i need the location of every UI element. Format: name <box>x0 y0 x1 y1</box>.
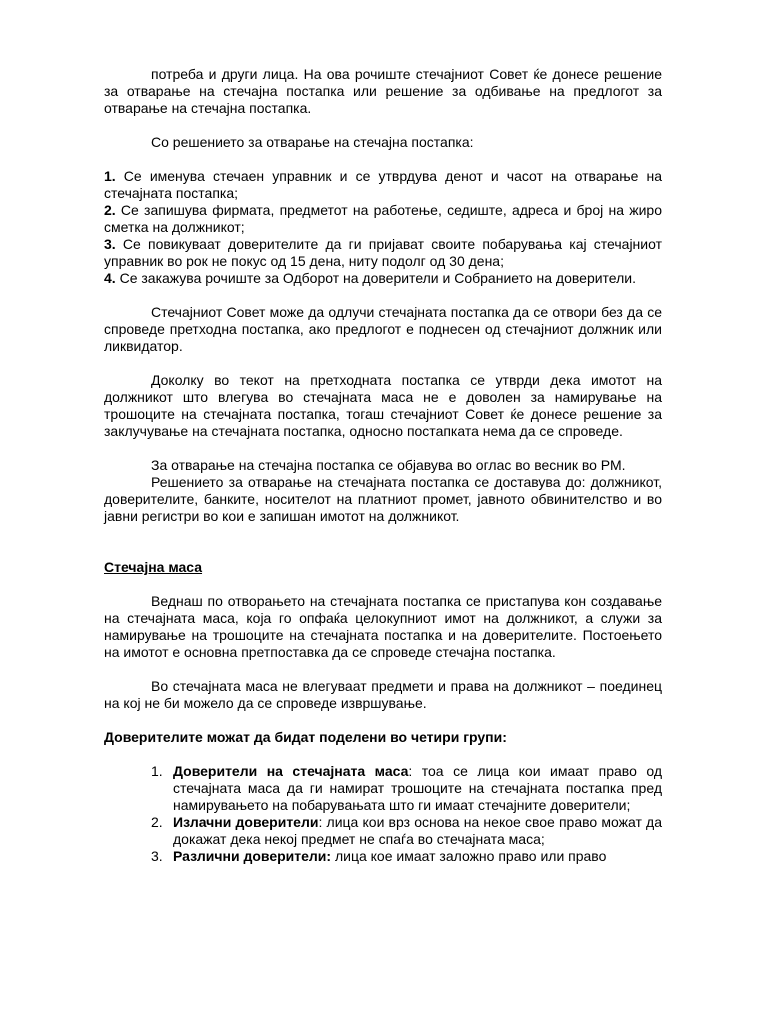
list-item-term: Доверители на стечајната маса <box>173 763 409 779</box>
paragraph-estate-exclusions: Во стечајната маса не влегуваат предмети и права на должникот – поединец на кој не би можело да се спроведе извршување. <box>104 678 662 711</box>
paragraph-estate-creation: Веднаш по отворањето на стечајната постапка се пристапува кон создавање на стечајната маса, која го опфаќа целокупниот имот на должникот, а служи за намирување на трошоците на стечајната постапка и на доверителите. Постоењето на имотот е основна претпоставка да се спроведе стечајна постапка. <box>104 593 662 660</box>
list-item-number: 3. <box>151 848 163 864</box>
decision-item-text: Се запишува фирмата, предметот на работење, седиште, адреса и број на жиро сметка на должникот; <box>104 202 662 235</box>
decision-item-number: 2. <box>104 202 116 218</box>
list-item-text: лица кое имаат заложно право или право <box>331 848 607 864</box>
list-item <box>104 763 662 814</box>
decision-item <box>104 168 662 202</box>
creditor-groups-list <box>104 763 662 865</box>
paragraph-hearing-decision: потреба и други лица. На ова рочиште стечајниот Совет ќе донесе решение за отварање на стечајна постапка или решение за одбивање на предлогот за отварање на стечајна постапка. <box>104 66 662 116</box>
paragraph-decision-intro: Со решението за отварање на стечајна постапка: <box>151 134 474 150</box>
creditor-groups-title: Доверителите можат да бидат поделени во четири групи: <box>104 729 507 745</box>
list-item-text: : лица кои врз основа на некое свое право можат да докажат дека некој предмет не спаѓа во стечајната маса; <box>173 814 662 847</box>
section-heading: Стечајна маса <box>104 559 203 575</box>
decision-item-number: 1. <box>104 168 116 184</box>
list-item-number: 2. <box>151 814 163 830</box>
paragraph-insufficient-assets: Доколку во текот на претходната постапка се утврди дека имотот на должникот што влегува во стечајната маса не е доволен за намирување на трошоците на стечајната постапка, тогаш стечајниот Совет ќе донесе решение за заклучување на стечајната постапка, односно постапката нема да се спроведе. <box>104 372 662 439</box>
list-item <box>104 848 662 865</box>
decision-item-number: 3. <box>104 236 116 252</box>
decision-item-text: Се повикуваат доверителите да ги пријават своите побарувања кај стечајниот управник во рок не покус од 15 дена, ниту подолг од 30 дена; <box>104 236 662 269</box>
list-item <box>104 814 662 848</box>
list-item-number: 1. <box>151 763 163 779</box>
paragraph-council-decision: Стечајниот Совет може да одлучи стечајната постапка да се отвори без да се спроведе претходна постапка, ако предлогот е поднесен од стечајниот должник или ликвидатор. <box>104 304 662 354</box>
document-page <box>104 66 662 865</box>
list-item-text: : тоа се лица кои имаат право од стечајната маса да ги намират трошоците на стечајната постапка пред намирувањето на побарувањата што ги имаат стечајните доверители; <box>173 763 662 813</box>
paragraph-delivery: Решението за отварање на стечајната постапка се доставува до: должникот, доверителите, банките, носителот на платниот промет, јавното обвинителство и во јавни регистри во кои е запишан имотот на должникот. <box>104 474 662 524</box>
decision-item <box>104 236 662 270</box>
decision-item <box>104 270 662 287</box>
decision-item-number: 4. <box>104 270 116 286</box>
decision-item-text: Се закажува рочиште за Одборот на доверители и Собранието на доверители. <box>115 270 637 286</box>
decision-item-text: Се именува стечаен управник и се утврдува денот и часот на отварање на стечајната постапка; <box>104 168 662 201</box>
paragraph-announcement: За отварање на стечајна постапка се објавува во оглас во весник во РМ. <box>151 457 626 473</box>
list-item-term: Излачни доверители <box>173 814 319 830</box>
list-item-term: Различни доверители: <box>173 848 332 864</box>
decision-item <box>104 202 662 236</box>
